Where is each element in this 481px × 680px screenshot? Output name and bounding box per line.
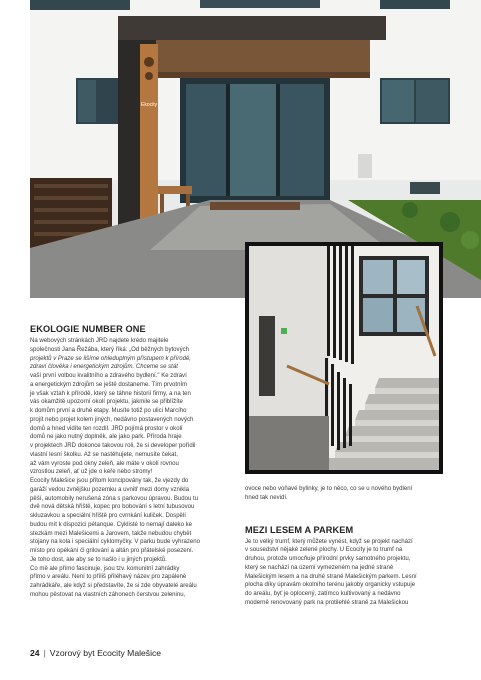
text-line: Co mě ale přímo fascinuje, jsou tzv. komunitní zahrádky [30,565,180,572]
text-line: v projektech JRD dokonce takovou roli, že si developer pořídil [30,443,196,449]
text-line: ovoce nebo voňavé bylinky, je to něco, co se u nového bydlení [245,486,413,492]
right-column [245,485,452,608]
text-line: zahrádkáře, ale když si představíte, že si zde obyvatelé areálu [30,583,197,589]
page-footer [30,648,161,658]
text-line: Je toho dost, ale aby se to našlo i u jiných projektů. [30,556,167,563]
text-line: vás okamžitě upozorní okolí projektu, jakmile se přiblížíte [30,399,183,406]
text-line: Je to velký trumf, který můžete vynést, když se projekt nachází [245,538,413,545]
text-line: v sousedství nějaké zelené plochy. U Ecocity je to trumf na [245,547,403,554]
text-line: společnosti Jana Řežába, který říká: „Od běžných bytových [30,346,189,353]
text-line: Na webových stránkách JRD najdete krédo majitele [30,338,169,344]
section2-paragraph [245,538,452,608]
text-line: stojany na kola i speciální cyklomyčky. V parku bude vyhrazeno [30,539,200,546]
text-line: přímo v areálu. Není to příliš přiléhavý název pro zapálené [30,574,187,581]
text-line: a energetickým zdrojům se ještě dostaneme. Tím prvotním [30,381,188,388]
text-line: dvě nová dětská hřiště, kopec pro bobování s letní tubusovou [30,504,195,511]
text-line: pěší, automobily nerušená zóna s parkovou úpravou. Budou tu [30,495,199,502]
text-line: Ecocity Malešice jsou přitom koncipovány tak, že vjezdy do [30,478,189,484]
text-line: domů ne jako nutný doplněk, ale jako park. Příroda hraje [30,434,182,441]
text-line: který se nachází na území vymezeném na jedné straně [245,564,394,571]
section-heading-mezi-lesem: MEZI LESEM A PARKEM [245,524,354,535]
text-line: domů a hned vidíte ten rozdíl. JRD pojímá prostor v okolí [30,425,183,432]
building-sign-text: Ekocity [141,102,158,108]
text-line: zdraví člověka i energetickým zdrojům. Chceme se stát [30,364,178,371]
section1-paragraph [30,337,235,600]
text-line: moderně renovovaný park na protilehlé straně za Malešickou [245,599,409,606]
text-line: garáží vedou zvnějšku pozemku a uvnitř mezi domy vznikla [30,486,189,493]
text-line: do areálu, byť je oplocený, zatímco kultivovaný a nedávno [245,591,401,597]
text-line: druhou, protože umocňuje přírodní prvky samotného projektu, [245,556,411,562]
staircase-illustration [249,246,439,470]
text-line: budou mít k dispozici pétanque. Cyklisté to nemají daleko ke [30,521,193,528]
text-line: mohou pěstovat na vlastních záhonech čerstvou zeleninu, [30,591,186,598]
text-line: místo pro opékání či grilování a altán pro přátelské posezení. [30,548,194,554]
text-line: plocha díky úpravám okolního terénu jakoby organicky vstupuje [245,582,416,589]
page-number: 24 [30,648,40,658]
section1-continuation [245,485,452,503]
text-line: stezkám mezi Malešicemi a Jarovem, takže nebudou chybět [30,530,192,537]
text-line: až vám vyroste pod okny zeleň, ale máte v okolí rovnou [30,460,179,467]
footer-separator: | [43,648,46,658]
left-column [30,324,235,600]
footer-title: Vzorový byt Ecocity Malešice [49,648,162,658]
text-line: vzrostlou zeleň, ať už jde o keře nebo stromy! [30,469,153,476]
text-line: vaší první volbou kvalitního a zdravého bydlení." Ke zdraví [30,373,187,379]
text-line: Malešickým lesem a na druhé straně Malešickým parkem. Lesní [245,573,417,580]
text-line: je však vztah k přírodě, který se táhne historií firmy, a na ten [30,390,191,397]
text-line: skluzavkou a speciální hřiště pro cvrnkání kuliček. Dospělí [30,513,186,519]
text-line: projektů v Praze se lišíme ohleduplným přístupem k přírodě, [30,355,191,362]
text-line: projít nebo projet kolem jiných, nedávno postavených nových [30,416,194,423]
text-line: hned tak nevidí. [245,494,288,501]
staircase-photo [245,242,443,474]
text-line: vlastní lesní školku. Až se nastěhujete, nemusíte čekat, [30,451,178,458]
section-heading-ekologie: EKOLOGIE NUMBER ONE [30,324,146,334]
text-line: k domům první a druhé etapy. Musíte totiž po ulici Marcího [30,408,187,414]
